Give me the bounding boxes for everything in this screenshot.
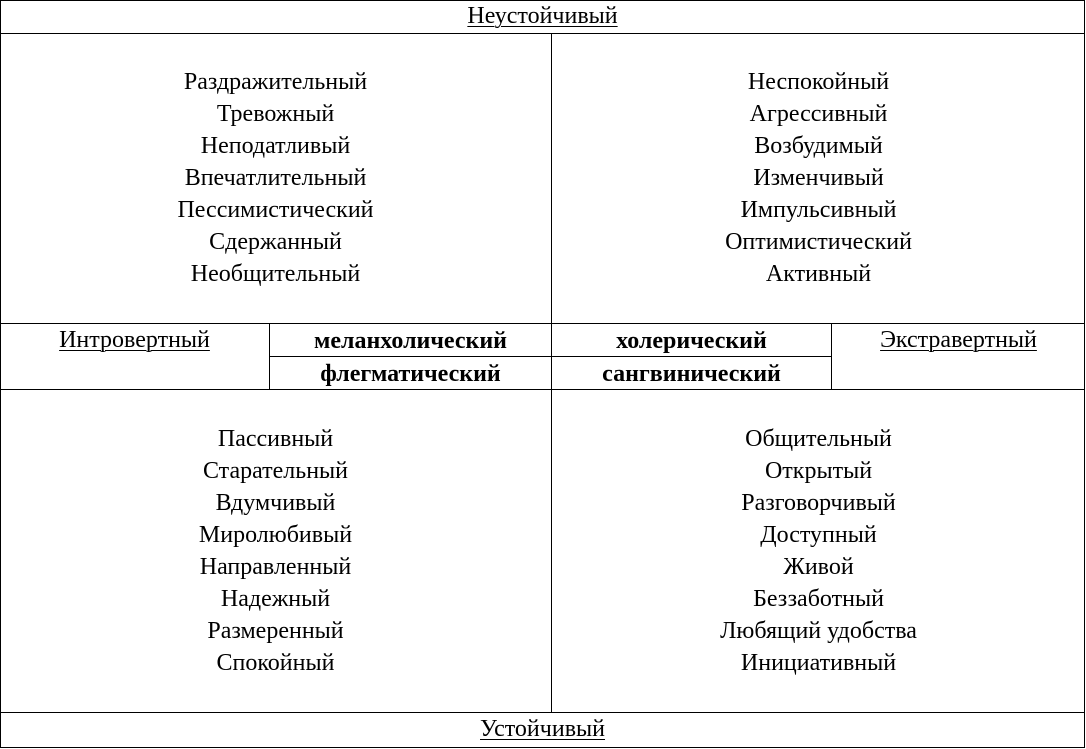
trait-item: Сдержанный: [209, 229, 342, 255]
trait-item: Неспокойный: [747, 69, 890, 95]
extravert-label: Экстравертный: [880, 327, 1037, 353]
trait-item: Раздражительный: [183, 69, 368, 95]
trait-item: Размеренный: [207, 618, 344, 644]
trait-item: Агрессивный: [749, 101, 888, 127]
stable-label: Устойчивый: [480, 716, 605, 742]
lower-left-trait-list: [0, 423, 551, 679]
trait-item: Разговорчивый: [741, 490, 896, 516]
upper-right-quadrant: [552, 66, 1085, 290]
divider-middle-lower: [0, 389, 1085, 390]
trait-item: Доступный: [760, 522, 877, 548]
trait-item: Пессимистический: [177, 197, 374, 223]
trait-item: Миролюбивый: [198, 522, 353, 548]
introvert-label: Интровертный: [59, 327, 210, 353]
trait-item: Неподатливый: [200, 133, 351, 159]
upper-left-trait-list: [0, 66, 551, 290]
trait-item: Направленный: [199, 554, 352, 580]
trait-item: Активный: [765, 261, 872, 287]
trait-item: Старательный: [202, 458, 349, 484]
trait-item: Возбудимый: [754, 133, 883, 159]
trait-item: Живой: [783, 554, 854, 580]
divider-top-header: [0, 33, 1085, 34]
trait-item: Тревожный: [216, 101, 335, 127]
sanguine-label: сангвинический: [602, 361, 781, 387]
lower-right-trait-list: [552, 423, 1085, 679]
trait-item: Необщительный: [190, 261, 361, 287]
trait-item: Инициативный: [740, 650, 897, 676]
lower-left-quadrant: [0, 423, 551, 679]
trait-item: Изменчивый: [753, 165, 884, 191]
trait-item: Пассивный: [217, 426, 334, 452]
upper-right-trait-list: [552, 66, 1085, 290]
trait-item: Надежный: [220, 586, 331, 612]
melancholic-label: меланхолический: [314, 328, 507, 354]
trait-item: Оптимистический: [725, 229, 912, 255]
phlegmatic-label: флегматический: [320, 361, 501, 387]
trait-item: Впечатлительный: [184, 165, 367, 191]
trait-item: Открытый: [764, 458, 873, 484]
trait-item: Общительный: [745, 426, 892, 452]
upper-left-quadrant: [0, 66, 551, 290]
trait-item: Спокойный: [216, 650, 335, 676]
trait-item: Вдумчивый: [215, 490, 336, 516]
trait-item: Любящий удобства: [720, 618, 917, 644]
trait-item: Беззаботный: [753, 586, 884, 612]
lower-right-quadrant: [552, 423, 1085, 679]
choleric-label: холерический: [616, 328, 767, 354]
unstable-label: Неустойчивый: [467, 3, 618, 29]
trait-item: Импульсивный: [740, 197, 897, 223]
